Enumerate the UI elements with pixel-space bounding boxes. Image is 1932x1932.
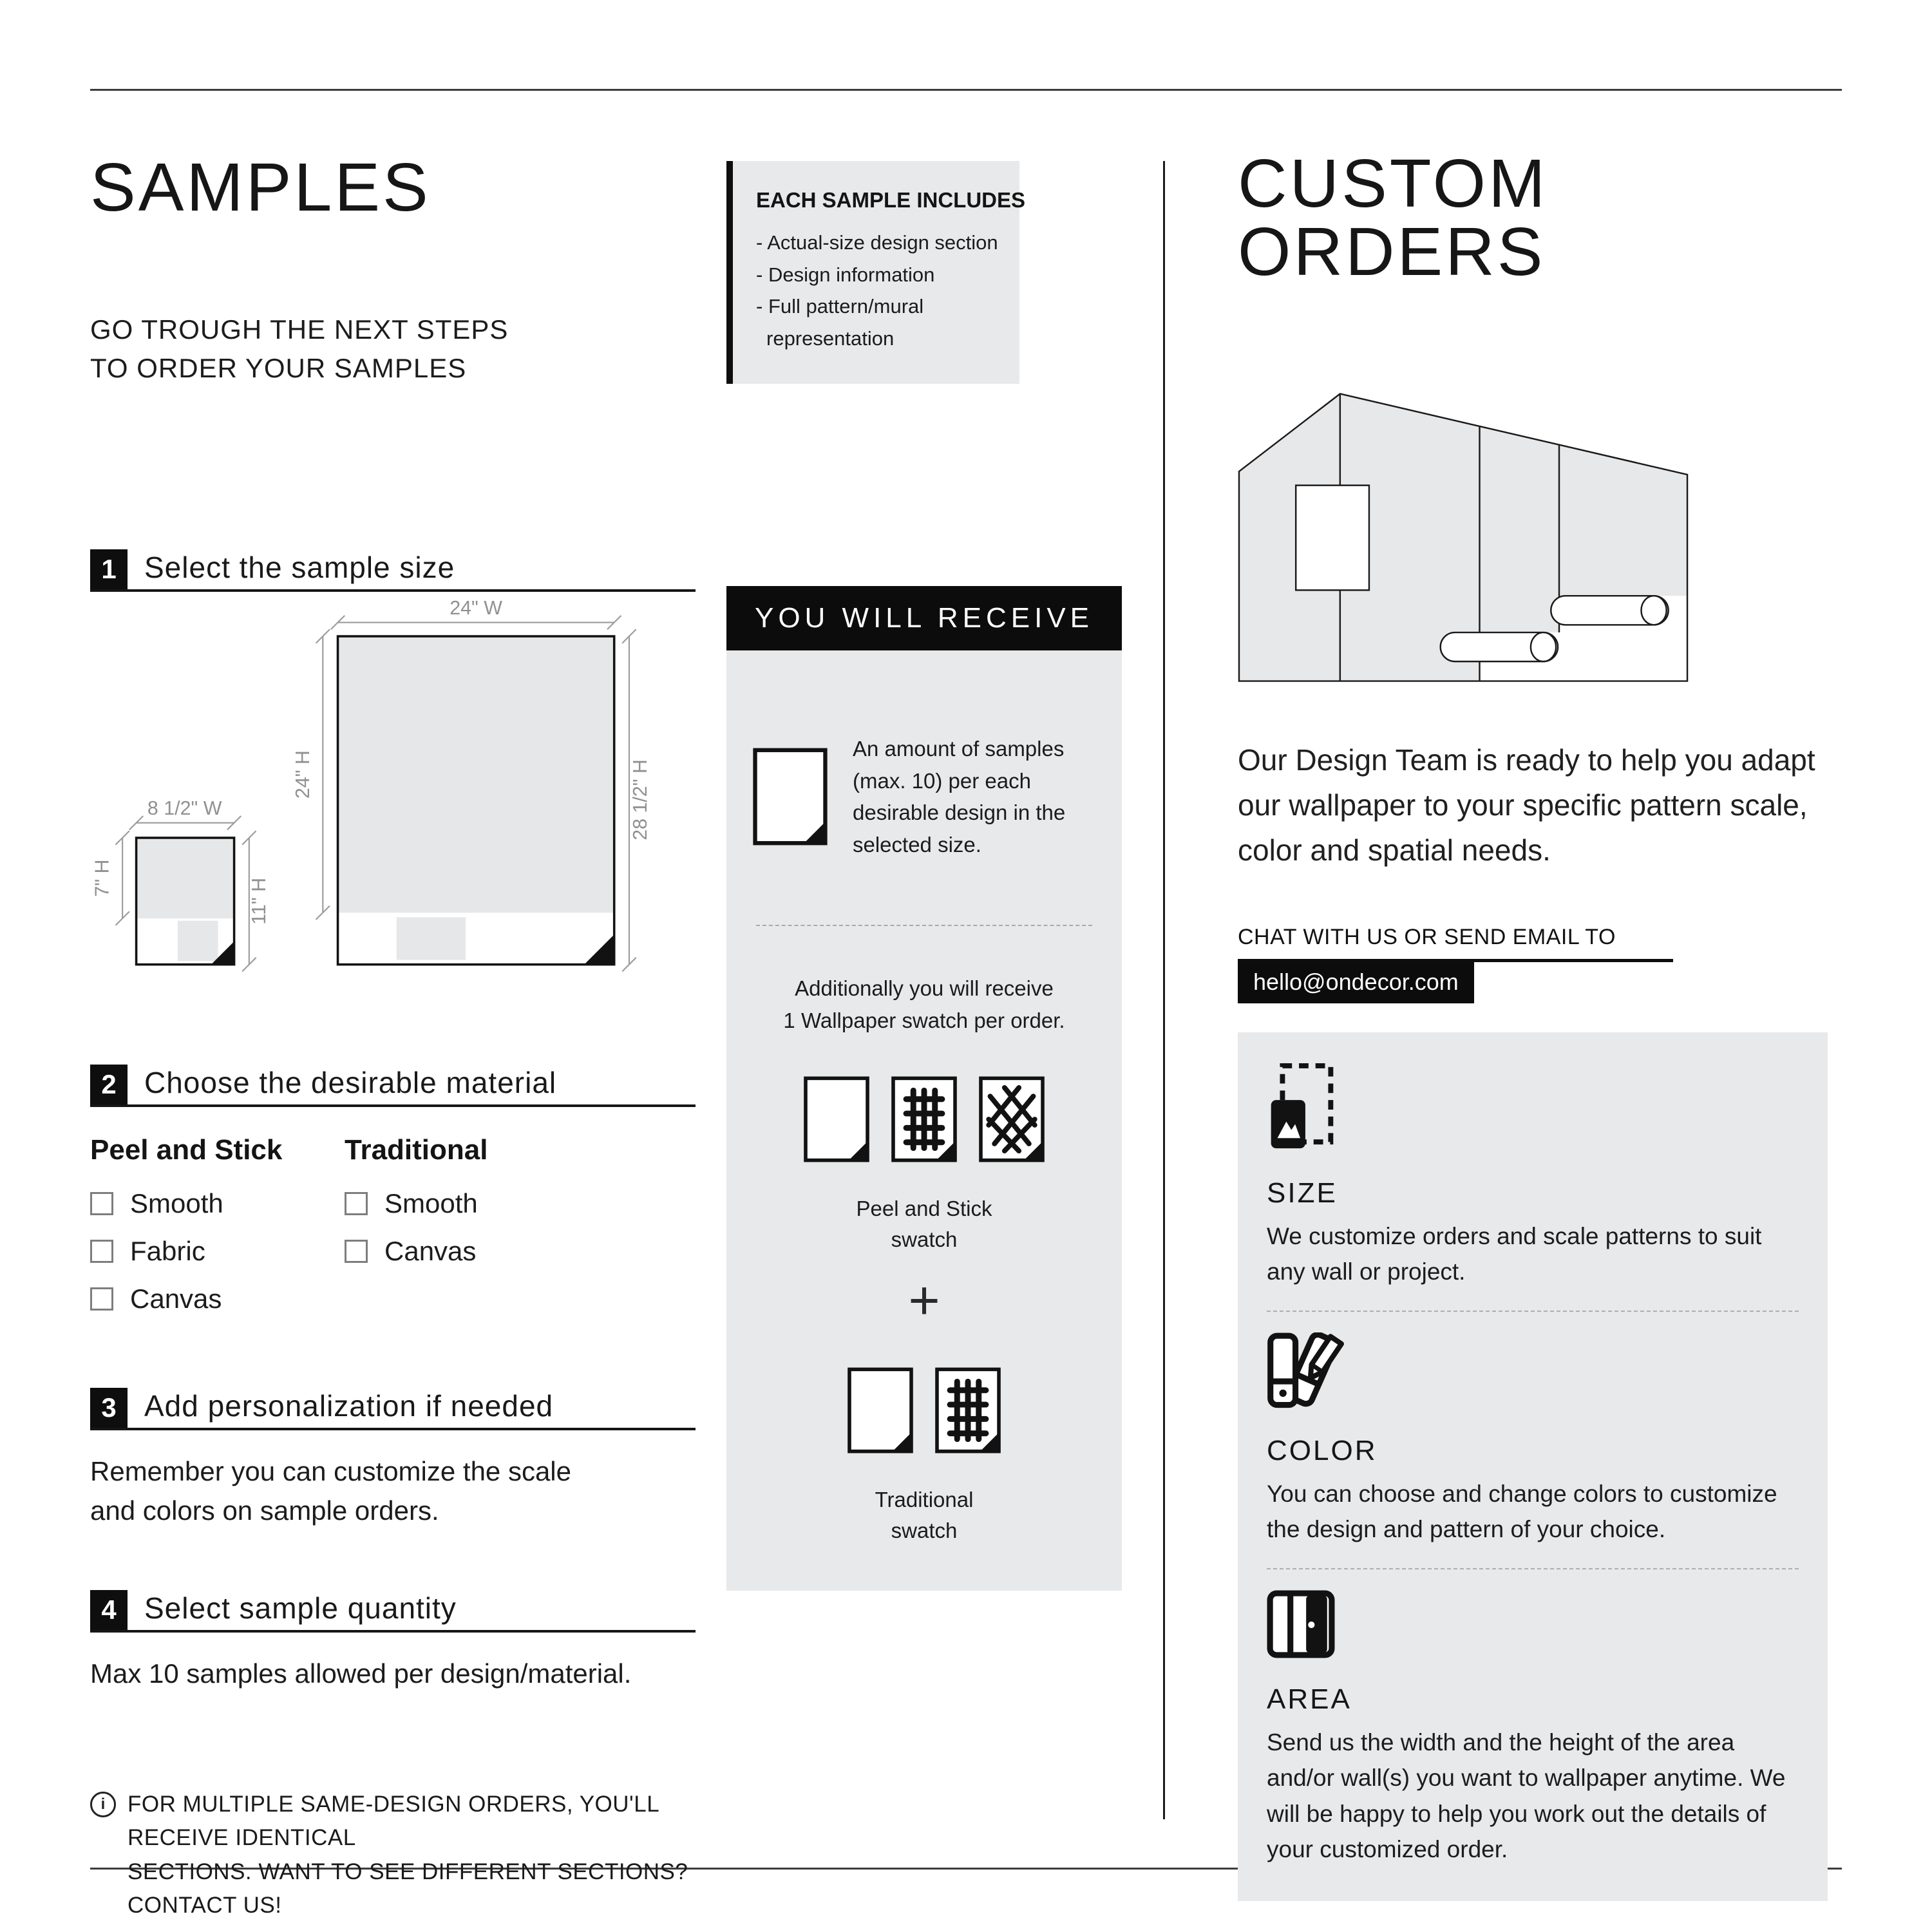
checkbox-peel-canvas[interactable] bbox=[90, 1287, 113, 1311]
option-peel-canvas: Canvas bbox=[90, 1283, 345, 1314]
footnote-text: FOR MULTIPLE SAME-DESIGN ORDERS, YOU'LL RECEIVE IDENTICAL SECTIONS. WANT TO SEE DIFFERENT SECTIONS? CONTACT US! bbox=[128, 1791, 688, 1918]
each-sample-includes-box bbox=[726, 161, 1026, 384]
additional-swatch-text: Additionally you will receive 1 Wallpaper swatch per order. bbox=[783, 976, 1065, 1032]
includes-item-continuation: representation bbox=[766, 327, 895, 350]
step-3-number-badge: 3 bbox=[90, 1388, 128, 1428]
small-width-label: 8 1/2" W bbox=[147, 797, 222, 820]
samples-title: SAMPLES bbox=[90, 149, 431, 225]
custom-orders-title: CUSTOM ORDERS bbox=[1238, 146, 1548, 290]
size-heading: SIZE bbox=[1267, 1177, 1338, 1209]
peel-swatch-icons bbox=[752, 1076, 1096, 1162]
checkbox-peel-fabric[interactable] bbox=[90, 1240, 113, 1263]
traditional-swatch-icons bbox=[752, 1367, 1096, 1454]
samples-intro-line1: GO TROUGH THE NEXT STEPS bbox=[90, 314, 509, 345]
samples-intro-line2: TO ORDER YOUR SAMPLES bbox=[90, 352, 467, 383]
step-4-header bbox=[90, 1590, 696, 1633]
step-3-header bbox=[90, 1388, 696, 1430]
peel-and-stick-column bbox=[90, 1134, 345, 1331]
includes-item: - Full pattern/mural bbox=[756, 295, 924, 318]
peel-swatch-label: Peel and Stick swatch bbox=[856, 1197, 992, 1251]
step-2-number-badge: 2 bbox=[90, 1065, 128, 1104]
small-design-height-label: 7" H bbox=[91, 859, 113, 897]
samples-intro bbox=[90, 310, 696, 387]
area-heading: AREA bbox=[1267, 1683, 1352, 1715]
step-1-title: Select the sample size bbox=[144, 551, 455, 585]
area-icon bbox=[1267, 1590, 1335, 1658]
you-will-receive-header: YOU WILL RECEIVE bbox=[726, 586, 1122, 650]
step-2-title: Choose the desirable material bbox=[144, 1066, 557, 1100]
traditional-heading: Traditional bbox=[345, 1134, 488, 1166]
step-1 bbox=[90, 549, 696, 990]
wallpaper-roll bbox=[1551, 596, 1668, 625]
wallpapered-wall-illustration bbox=[1238, 389, 1689, 687]
checkbox-peel-smooth[interactable] bbox=[90, 1192, 113, 1215]
samples-amount-row bbox=[752, 733, 1096, 860]
size-body: We customize orders and scale patterns to suit any wall or project. bbox=[1267, 1222, 1762, 1285]
small-total-height-label: 11" H bbox=[247, 878, 270, 925]
samples-amount-text: An amount of samples (max. 10) per each desirable design in the selected size. bbox=[853, 737, 1066, 857]
material-options bbox=[90, 1134, 696, 1331]
top-rule bbox=[90, 89, 1842, 91]
large-design-height-label: 24" H bbox=[291, 750, 314, 799]
color-heading: COLOR bbox=[1267, 1434, 1378, 1466]
traditional-swatch-label: Traditional swatch bbox=[875, 1487, 974, 1542]
sample-page-icon bbox=[752, 748, 828, 846]
column-divider bbox=[1163, 161, 1165, 1819]
large-total-height-label: 28 1/2" H bbox=[629, 759, 651, 841]
size-icon bbox=[1267, 1062, 1336, 1152]
checkbox-trad-smooth[interactable] bbox=[345, 1192, 368, 1215]
step-4-title: Select sample quantity bbox=[144, 1591, 457, 1625]
step-3-title: Add personalization if needed bbox=[144, 1389, 554, 1423]
checkbox-trad-canvas[interactable] bbox=[345, 1240, 368, 1263]
dashed-divider bbox=[1267, 1568, 1799, 1569]
step-2 bbox=[90, 1065, 696, 1331]
option-peel-smooth: Smooth bbox=[90, 1188, 345, 1219]
step-2-header bbox=[90, 1065, 696, 1107]
area-body: Send us the width and the height of the area and/or wall(s) you want to wallpaper anytime. We will be happy to help you work out the details of your customized order. bbox=[1267, 1728, 1786, 1863]
option-trad-smooth: Smooth bbox=[345, 1188, 599, 1219]
wallpaper-roll bbox=[1441, 632, 1558, 661]
sample-size-diagram bbox=[90, 598, 689, 990]
window bbox=[1296, 486, 1369, 591]
footnote bbox=[90, 1788, 696, 1923]
crosshatch-swatch-icon bbox=[978, 1076, 1045, 1162]
blank-swatch-icon bbox=[847, 1367, 914, 1454]
dashed-divider bbox=[756, 925, 1092, 926]
color-body: You can choose and change colors to customize the design and pattern of your choice. bbox=[1267, 1480, 1777, 1543]
plus-icon: + bbox=[908, 1269, 940, 1331]
grid-swatch-icon bbox=[934, 1367, 1001, 1454]
dashed-divider bbox=[1267, 1311, 1799, 1312]
samples-section bbox=[90, 149, 696, 1923]
option-trad-canvas: Canvas bbox=[345, 1236, 599, 1267]
email-badge[interactable]: hello@ondecor.com bbox=[1238, 962, 1474, 1003]
custom-options-panel bbox=[1238, 1032, 1828, 1901]
traditional-column bbox=[345, 1134, 599, 1331]
step-1-header bbox=[90, 549, 696, 592]
step-3-body: Remember you can customize the scale and colors on sample orders. bbox=[90, 1456, 571, 1526]
blank-swatch-icon bbox=[803, 1076, 870, 1162]
peel-heading: Peel and Stick bbox=[90, 1134, 283, 1166]
includes-title: EACH SAMPLE INCLUDES bbox=[756, 188, 1026, 212]
option-peel-fabric: Fabric bbox=[90, 1236, 345, 1267]
color-icon bbox=[1267, 1332, 1349, 1410]
includes-item: - Design information bbox=[756, 263, 935, 286]
you-will-receive-panel bbox=[726, 586, 1122, 1591]
includes-item: - Actual-size design section bbox=[756, 231, 998, 254]
grid-swatch-icon bbox=[891, 1076, 958, 1162]
step-4 bbox=[90, 1590, 696, 1694]
you-will-receive-body bbox=[726, 650, 1122, 1591]
step-4-number-badge: 4 bbox=[90, 1590, 128, 1630]
custom-intro-text: Our Design Team is ready to help you adapt our wallpaper to your specific pattern scale, color and spatial needs. bbox=[1238, 743, 1815, 867]
step-4-body: Max 10 samples allowed per design/material. bbox=[90, 1658, 632, 1689]
chat-label: CHAT WITH US OR SEND EMAIL TO bbox=[1238, 924, 1616, 949]
info-icon: i bbox=[90, 1792, 116, 1817]
step-1-number-badge: 1 bbox=[90, 549, 128, 589]
large-width-label: 24" W bbox=[450, 598, 502, 620]
step-3 bbox=[90, 1388, 696, 1531]
custom-orders-section bbox=[1238, 146, 1829, 1901]
